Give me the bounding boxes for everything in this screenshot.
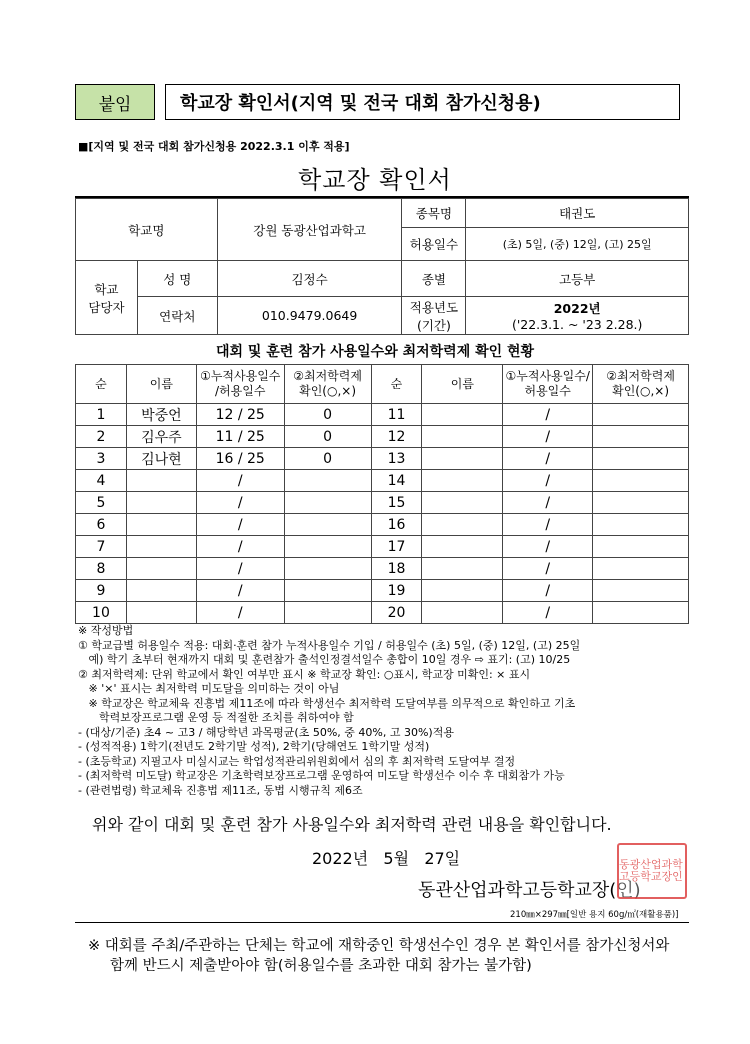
note-line: - (대상/기준) 초4 ~ 고3 / 해당학년 과목평균(초 50%, 중 40%, 고 30%)적용 <box>78 725 454 739</box>
cell-days: 12 / 25 <box>196 404 284 426</box>
participation-table <box>75 364 689 624</box>
cell-name <box>422 492 503 514</box>
cell-check <box>284 558 371 580</box>
cell-no: 1 <box>76 404 127 426</box>
cell-name <box>422 514 503 536</box>
cell-check <box>593 492 689 514</box>
cell-name <box>422 558 503 580</box>
cell-days: / <box>503 492 593 514</box>
header-name: 이름 <box>126 365 196 404</box>
year-label: 적용년도 (기간) <box>402 297 466 335</box>
cell-name <box>126 492 196 514</box>
header-check-2: ②최저학력제 확인(○,×) <box>593 365 689 404</box>
sport-value: 태권도 <box>466 199 689 228</box>
cell-name <box>422 404 503 426</box>
header-days-2: ①누적사용일수/ 허용일수 <box>503 365 593 404</box>
cell-name <box>126 602 196 624</box>
cell-days: / <box>503 426 593 448</box>
table-row <box>76 602 689 624</box>
cell-no: 3 <box>76 448 127 470</box>
cell-name <box>422 580 503 602</box>
cell-name <box>126 558 196 580</box>
cell-days: / <box>196 580 284 602</box>
cell-no: 6 <box>76 514 127 536</box>
instructions <box>78 624 698 798</box>
school-label: 학교명 <box>76 199 218 261</box>
table-row <box>76 426 689 448</box>
cell-name <box>126 514 196 536</box>
applicability-note: ■[지역 및 전국 대회 참가신청용 2022.3.1 이후 적용] <box>78 140 350 153</box>
cell-check <box>284 536 371 558</box>
year-value: 2022년 ('22.3.1. ~ '23 2.28.) <box>466 297 689 335</box>
cell-days: / <box>196 470 284 492</box>
division-label: 종별 <box>402 261 466 297</box>
cell-check <box>593 514 689 536</box>
form-title-box <box>165 84 680 120</box>
cell-days: / <box>196 536 284 558</box>
cell-name <box>422 470 503 492</box>
cell-check <box>593 470 689 492</box>
cell-name <box>126 470 196 492</box>
header-days: ①누적사용일수 /허용일수 <box>196 365 284 404</box>
confirmation-statement: 위와 같이 대회 및 훈련 참가 사용일수와 최저학력 관련 내용을 확인합니다. <box>92 815 612 834</box>
contact-value: 010.9479.0649 <box>217 297 402 335</box>
sport-label: 종목명 <box>402 199 466 228</box>
division-value: 고등부 <box>466 261 689 297</box>
cell-no: 9 <box>76 580 127 602</box>
cell-name <box>422 426 503 448</box>
cell-no: 16 <box>371 514 422 536</box>
note-line: ※ 학교장은 학교체육 진흥법 제11조에 따라 학생선수 최저학력 도달여부를 의무적으로 확인하고 기초 <box>78 696 576 710</box>
paper-spec: 210㎜×297㎜[일반 용지 60g/㎡(재활용품)] <box>510 910 679 920</box>
cell-no: 7 <box>76 536 127 558</box>
cell-days: 11 / 25 <box>196 426 284 448</box>
cell-no: 14 <box>371 470 422 492</box>
table-row <box>76 492 689 514</box>
cell-check <box>593 536 689 558</box>
cell-name: 박중언 <box>126 404 196 426</box>
cell-no: 20 <box>371 602 422 624</box>
cell-days: / <box>503 470 593 492</box>
name-value: 김정수 <box>217 261 402 297</box>
manager-label: 학교 담당자 <box>76 261 138 335</box>
official-seal: 동광산업과학고등학교장인 <box>617 843 687 899</box>
table-row <box>76 470 689 492</box>
cell-no: 12 <box>371 426 422 448</box>
table-row <box>76 448 689 470</box>
note-line: ② 최저학력제: 단위 학교에서 확인 여부만 표시 ※ 학교장 확인: ○표시, 학교장 미확인: × 표시 <box>78 667 531 681</box>
cell-name <box>126 580 196 602</box>
cell-no: 18 <box>371 558 422 580</box>
note-line: ※ '×' 표시는 최저학력 미도달을 의미하는 것이 아님 <box>78 682 340 695</box>
cell-name <box>422 602 503 624</box>
signature-date: 2022년 5월 27일 <box>312 849 461 868</box>
note-line: 학력보장프로그램 운영 등 적절한 조치를 취하여야 함 <box>78 711 354 724</box>
note-line: - (성적적용) 1학기(전년도 2학기말 성적), 2학기(당해연도 1학기말 성적) <box>78 740 430 753</box>
cell-no: 17 <box>371 536 422 558</box>
school-info-table <box>75 198 689 335</box>
header-no: 순 <box>76 365 127 404</box>
cell-days: / <box>503 580 593 602</box>
header-no-2: 순 <box>371 365 422 404</box>
form-title: 학교장 확인서(지역 및 전국 대회 참가신청용) <box>180 93 541 114</box>
cell-check <box>284 514 371 536</box>
note-line: - (최저학력 미도달) 학교장은 기초학력보장프로그램 운영하여 미도달 학생선수 이수 후 대회참가 가능 <box>78 769 565 782</box>
cell-check: 0 <box>284 426 371 448</box>
cell-check <box>593 580 689 602</box>
cell-check: 0 <box>284 404 371 426</box>
footer-note <box>88 936 708 976</box>
table-row <box>76 558 689 580</box>
cell-days: / <box>196 558 284 580</box>
document-title: 학교장 확인서 <box>298 166 452 194</box>
header-check: ②최저학력제 확인(○,×) <box>284 365 371 404</box>
cell-check: 0 <box>284 448 371 470</box>
cell-name <box>422 448 503 470</box>
note-line: - (초등학교) 지필고사 미실시교는 학업성적관리위원회에서 심의 후 최저학력 도달여부 결정 <box>78 754 516 768</box>
attachment-tab <box>75 84 155 120</box>
cell-days: / <box>196 514 284 536</box>
cell-name: 김나현 <box>126 448 196 470</box>
cell-no: 15 <box>371 492 422 514</box>
cell-no: 13 <box>371 448 422 470</box>
cell-days: / <box>196 492 284 514</box>
note-line: ① 학교급별 허용일수 적용: 대회·훈련 참가 누적사용일수 기입 / 허용일수 (초) 5일, (중) 12일, (고) 25일 <box>78 638 581 652</box>
cell-no: 2 <box>76 426 127 448</box>
cell-check <box>593 448 689 470</box>
cell-no: 4 <box>76 470 127 492</box>
note-line: ※ 작성방법 <box>78 624 134 637</box>
cell-check <box>284 580 371 602</box>
cell-days: / <box>503 448 593 470</box>
note-line: 예) 학기 초부터 현재까지 대회 및 훈련참가 출석인정결석일수 총합이 10일 경우 ⇨ 표기: (고) 10/25 <box>78 653 571 666</box>
cell-days: / <box>503 536 593 558</box>
table-row <box>76 580 689 602</box>
cell-days: 16 / 25 <box>196 448 284 470</box>
cell-check <box>593 602 689 624</box>
table-row <box>76 404 689 426</box>
cell-days: / <box>503 514 593 536</box>
school-value: 강원 동광산업과학고 <box>217 199 402 261</box>
attachment-label: 붙임 <box>98 94 132 115</box>
footer-line-2: 함께 반드시 제출받아야 함(허용일수를 초과한 대회 참가는 불가함) <box>110 958 532 974</box>
note-line: - (관련법령) 학교체육 진흥법 제11조, 동법 시행규칙 제6조 <box>78 783 363 797</box>
contact-label: 연락처 <box>137 297 217 335</box>
cell-no: 10 <box>76 602 127 624</box>
header-name-2: 이름 <box>422 365 503 404</box>
days-value: (초) 5일, (중) 12일, (고) 25일 <box>466 228 689 261</box>
cell-check <box>593 426 689 448</box>
bottom-rule <box>75 922 689 923</box>
table-row <box>76 536 689 558</box>
days-label: 허용일수 <box>402 228 466 261</box>
cell-no: 8 <box>76 558 127 580</box>
cell-name <box>126 536 196 558</box>
name-label: 성 명 <box>137 261 217 297</box>
cell-check <box>593 404 689 426</box>
cell-check <box>284 470 371 492</box>
cell-check <box>284 492 371 514</box>
cell-name <box>422 536 503 558</box>
table-row <box>76 514 689 536</box>
cell-days: / <box>196 602 284 624</box>
cell-days: / <box>503 404 593 426</box>
cell-days: / <box>503 558 593 580</box>
cell-name: 김우주 <box>126 426 196 448</box>
cell-no: 11 <box>371 404 422 426</box>
cell-no: 19 <box>371 580 422 602</box>
cell-check <box>593 558 689 580</box>
footer-line-1: ※ 대회를 주최/주관하는 단체는 학교에 재학중인 학생선수인 경우 본 확인서를 참가신청서와 <box>88 938 670 954</box>
cell-check <box>284 602 371 624</box>
cell-no: 5 <box>76 492 127 514</box>
principal-signature: 동관산업과학고등학교장(인) <box>418 880 641 901</box>
section-title: 대회 및 훈련 참가 사용일수와 최저학력제 확인 현황 <box>215 344 535 360</box>
cell-days: / <box>503 602 593 624</box>
